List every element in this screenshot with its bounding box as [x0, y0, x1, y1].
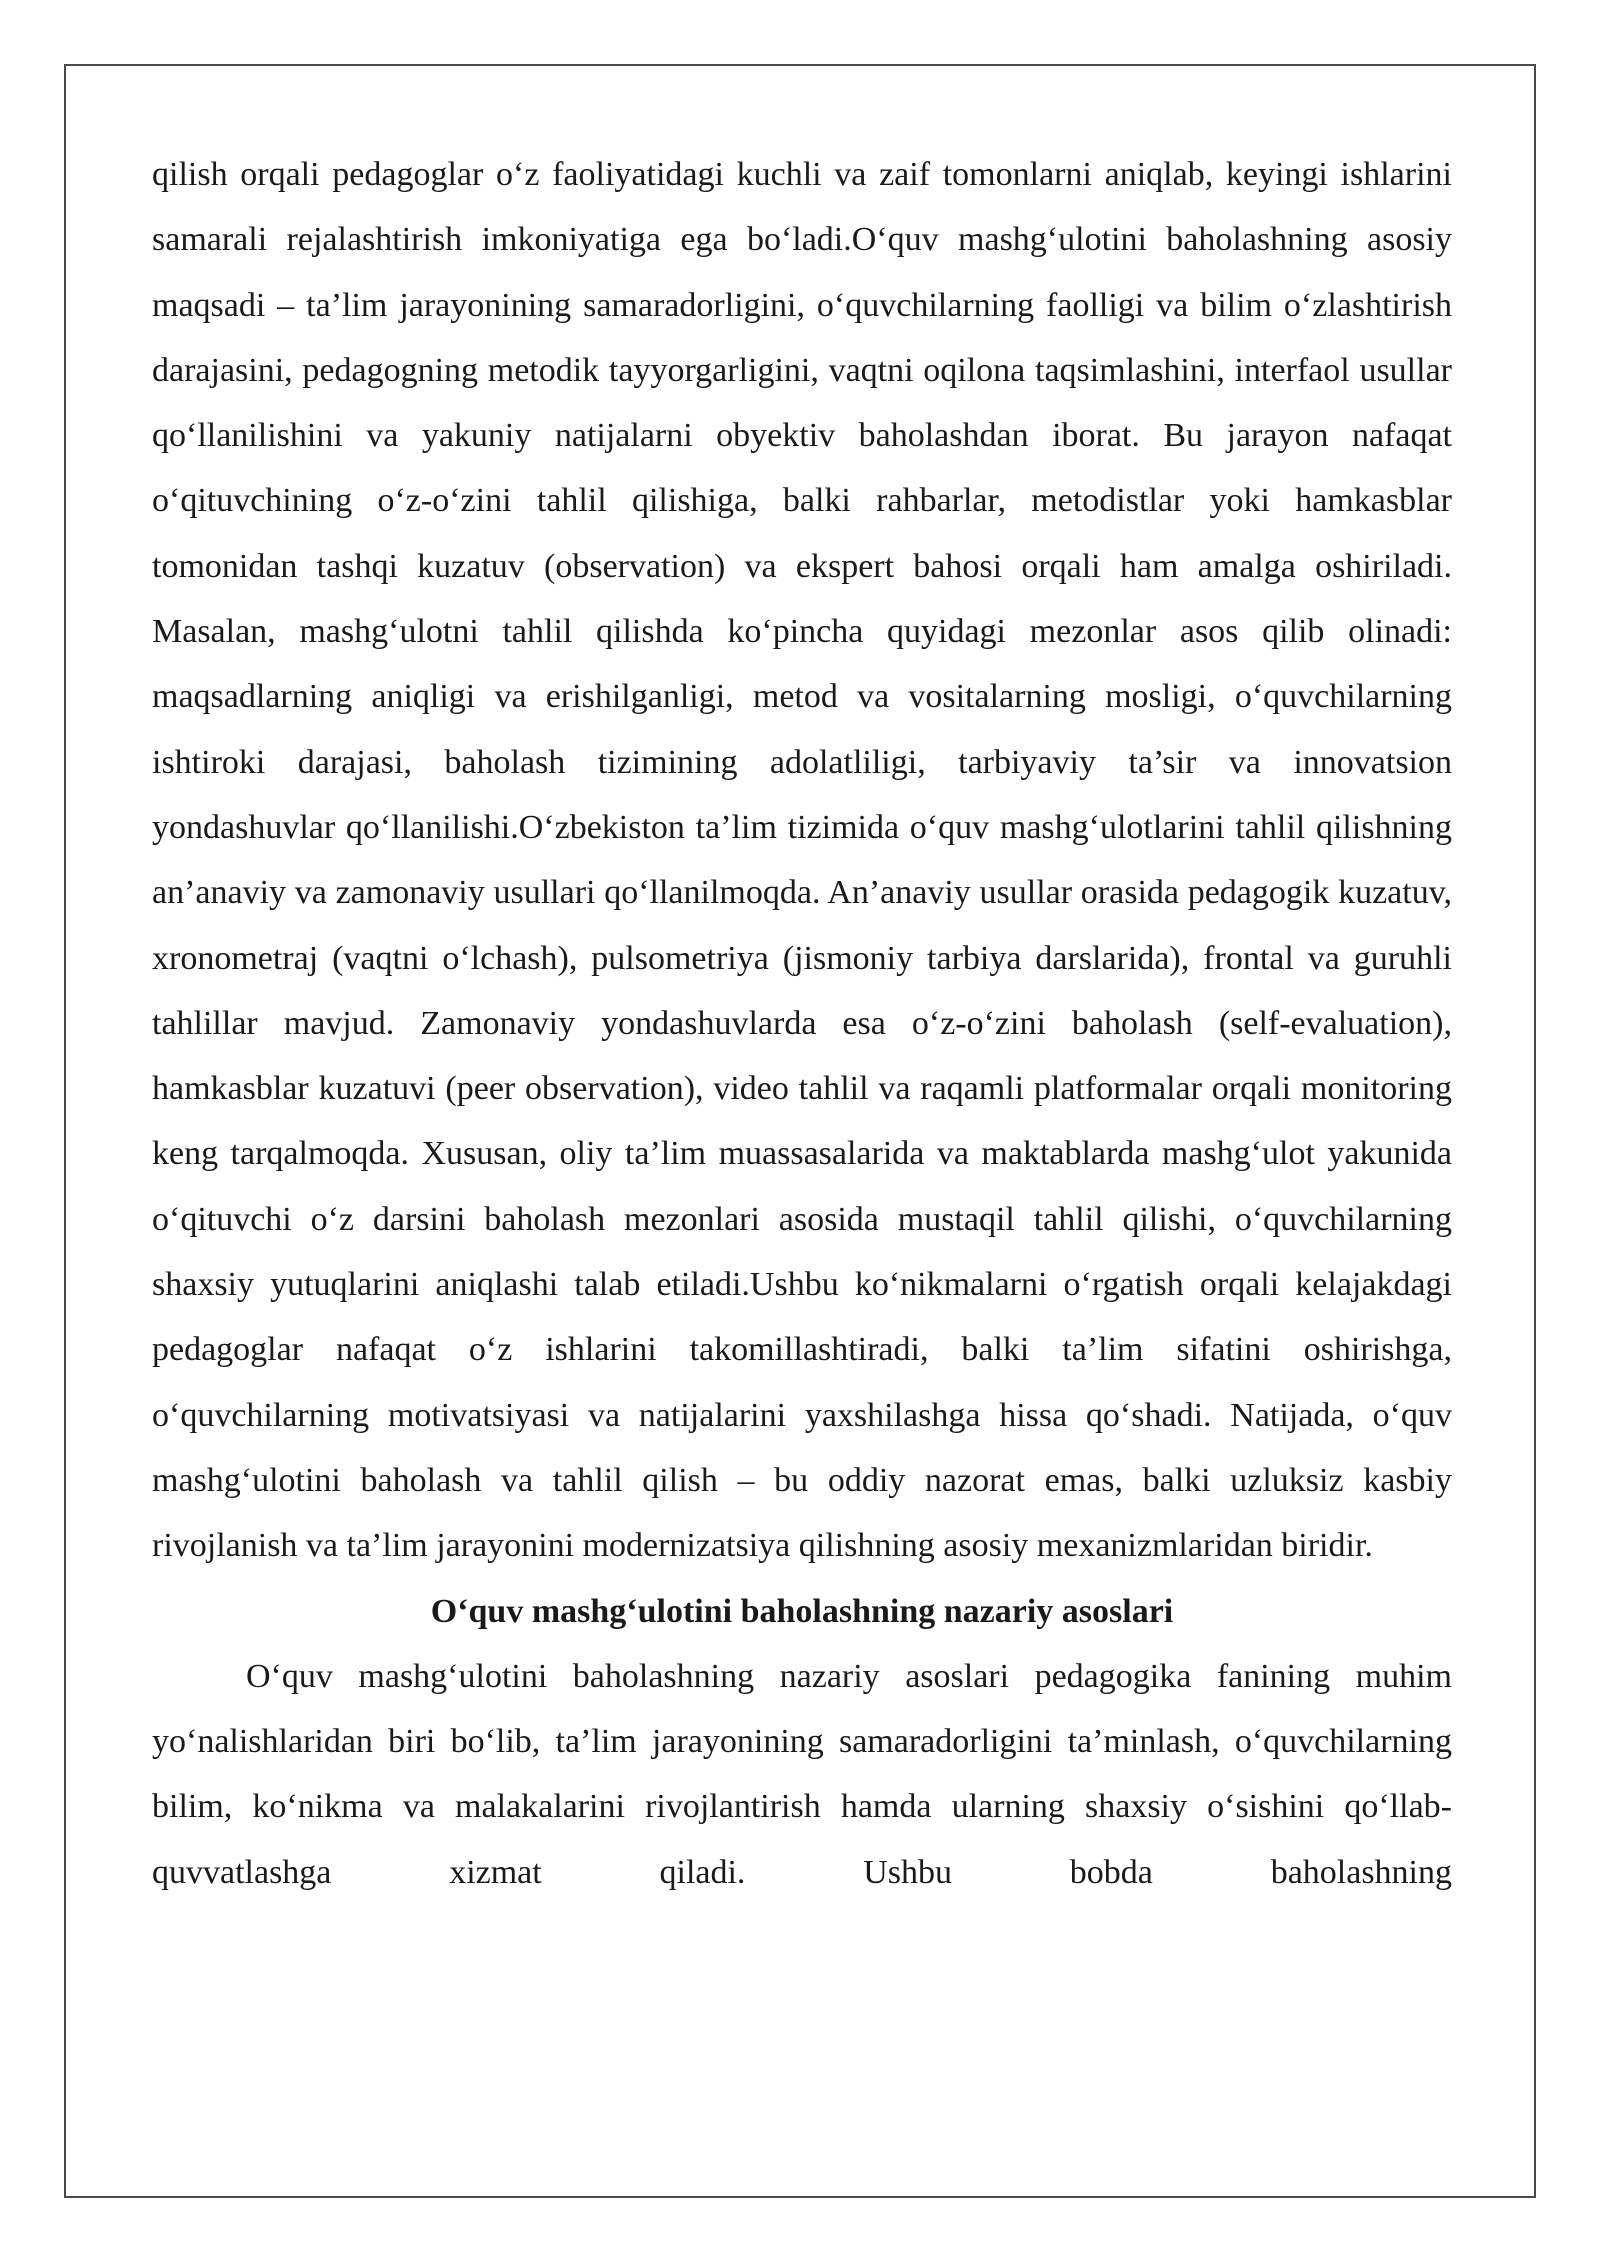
section-heading: O‘quv mashg‘ulotini baholashning nazariy asoslari: [430, 1592, 1174, 1630]
body-paragraph: O‘quv mashg‘ulotini baholashning nazariy asoslari pedagogika fanining muhim yo‘nalishlaridan biri bo‘lib, ta’lim jarayonining samaradorligini ta’minlash, o‘quvchilarning bilim, ko‘nikma va malakalarini rivojlantirish hamda ularning shaxsiy o‘sishini qo‘llab-quvvatlashga xizmat qiladi. Ushbu bobda baholashning: [152, 1657, 1452, 1891]
body-paragraph: qilish orqali pedagoglar o‘z faoliyatidagi kuchli va zaif tomonlarni aniqlab, keyingi ishlarini samarali rejalashtirish imkoniyatiga ega bo‘ladi.O‘quv mashg‘ulotini baholashning asosiy maqsadi – ta’lim jarayonining samaradorligini, o‘quvchilarning faolligi va bilim o‘zlashtirish darajasini, pedagogning metodik tayyorgarligini, vaqtni oqilona taqsimlashini, interfaol usullar qo‘llanilishini va yakuniy natijalarni obyektiv baholashdan iborat. Bu jarayon nafaqat o‘qituvchining o‘z-o‘zini tahlil qilishiga, balki rahbarlar, metodistlar yoki hamkasblar tomonidan tashqi kuzatuv (observation) va ekspert bahosi orqali ham amalga oshiriladi. Masalan, mashg‘ulotni tahlil qilishda ko‘pincha quyidagi mezonlar asos qilib olinadi: maqsadlarning aniqligi va erishilganligi, metod va vositalarning mosligi, o‘quvchilarning ishtiroki darajasi, baholash tizimining adolatliligi, tarbiyaviy ta’sir va innovatsion yondashuvlar qo‘llanilishi.O‘zbekiston ta’lim tizimida o‘quv mashg‘ulotlarini tahlil qilishning an’anaviy va zamonaviy usullari qo‘llanilmoqda. An’anaviy usullar orasida pedagogik kuzatuv, xronometraj (vaqtni o‘lchash), pulsometriya (jismoniy tarbiya darslarida), frontal va guruhli tahlillar mavjud. Zamonaviy yondashuvlarda esa o‘z-o‘zini baholash (self-evaluation), hamkasblar kuzatuvi (peer observation), video tahlil va raqamli platformalar orqali monitoring keng tarqalmoqda. Xususan, oliy ta’lim muassasalarida va maktablarda mashg‘ulot yakunida o‘qituvchi o‘z darsini baholash mezonlari asosida mustaqil tahlil qilishi, o‘quvchilarning shaxsiy yutuqlarini aniqlashi talab etiladi.Ushbu ko‘nikmalarni o‘rgatish orqali kelajakdagi pedagoglar nafaqat o‘z ishlarini takomillashtiradi, balki ta’lim sifatini oshirishga, o‘quvchilarning motivatsiyasi va natijalarini yaxshilashga hissa qo‘shadi. Natijada, o‘quv mashg‘ulotini baholash va tahlil qilish – bu oddiy nazorat emas, balki uzluksiz kasbiy rivojlanish va ta’lim jarayonini modernizatsiya qilishning asosiy mexanizmlaridan biridir.: [152, 156, 1452, 1565]
document-body: [152, 142, 1452, 1905]
